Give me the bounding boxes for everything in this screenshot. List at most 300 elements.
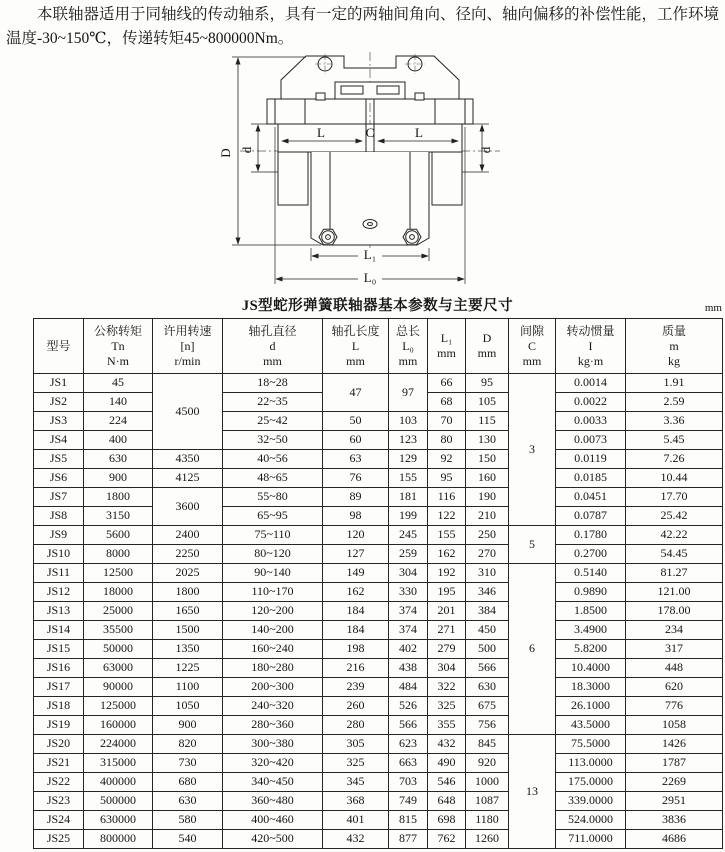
column-header: D mm bbox=[466, 319, 509, 374]
cell: 711.0000 bbox=[556, 830, 626, 849]
cell: 3600 bbox=[153, 488, 223, 526]
cell: 1500 bbox=[153, 621, 223, 640]
cell: 47 bbox=[323, 374, 389, 412]
cell: 2250 bbox=[153, 545, 223, 564]
column-header: 质量 m kg bbox=[626, 319, 723, 374]
cell: 7.26 bbox=[626, 450, 723, 469]
cell: 339.0000 bbox=[556, 792, 626, 811]
cell: 184 bbox=[323, 602, 389, 621]
cell: 18.3000 bbox=[556, 678, 626, 697]
dim-label-d-right: d bbox=[478, 146, 493, 154]
cell: 400000 bbox=[84, 773, 153, 792]
cell: JS12 bbox=[34, 583, 84, 602]
cell: 155 bbox=[428, 526, 466, 545]
cell: 260 bbox=[323, 697, 389, 716]
cell: 345 bbox=[323, 773, 389, 792]
cell: 2951 bbox=[626, 792, 723, 811]
cell: 500000 bbox=[84, 792, 153, 811]
cell: 450 bbox=[466, 621, 509, 640]
cell: 250 bbox=[466, 526, 509, 545]
cell: 1000 bbox=[466, 773, 509, 792]
table-row bbox=[34, 412, 723, 431]
cell: 22~35 bbox=[223, 393, 323, 412]
cell: 149 bbox=[323, 564, 389, 583]
cell: 224 bbox=[84, 412, 153, 431]
cell: 1050 bbox=[153, 697, 223, 716]
table-row bbox=[34, 678, 723, 697]
cell: 63000 bbox=[84, 659, 153, 678]
cell: 0.9890 bbox=[556, 583, 626, 602]
cell: 140 bbox=[84, 393, 153, 412]
table-row bbox=[34, 450, 723, 469]
cell: 400~460 bbox=[223, 811, 323, 830]
cell: 310 bbox=[466, 564, 509, 583]
cell: 0.0119 bbox=[556, 450, 626, 469]
cell: 280~360 bbox=[223, 716, 323, 735]
cell: JS4 bbox=[34, 431, 84, 450]
cell: 12500 bbox=[84, 564, 153, 583]
cell: 155 bbox=[389, 469, 428, 488]
table-row bbox=[34, 374, 723, 393]
cell: 10.4000 bbox=[556, 659, 626, 678]
cell: 5 bbox=[509, 526, 556, 564]
cell: 1650 bbox=[153, 602, 223, 621]
cell: 150 bbox=[466, 450, 509, 469]
cell: 68 bbox=[428, 393, 466, 412]
cell: 4500 bbox=[153, 374, 223, 450]
cell: JS17 bbox=[34, 678, 84, 697]
table-row bbox=[34, 830, 723, 849]
cell: 5.45 bbox=[626, 431, 723, 450]
dim-label-D: D bbox=[218, 148, 233, 158]
cell: 280 bbox=[323, 716, 389, 735]
cell: 675 bbox=[466, 697, 509, 716]
cell: 3150 bbox=[84, 507, 153, 526]
column-header: 型号 bbox=[34, 319, 84, 374]
dim-label-C: C bbox=[365, 125, 375, 140]
coupling-drawing bbox=[178, 52, 558, 292]
cell: 66 bbox=[428, 374, 466, 393]
cell: JS5 bbox=[34, 450, 84, 469]
column-header: 转动惯量 I kg·m bbox=[556, 319, 626, 374]
cell: 271 bbox=[428, 621, 466, 640]
cell: 1100 bbox=[153, 678, 223, 697]
cell: 76 bbox=[323, 469, 389, 488]
cell: 2269 bbox=[626, 773, 723, 792]
cell: 401 bbox=[323, 811, 389, 830]
cell: 178.00 bbox=[626, 602, 723, 621]
cell: 756 bbox=[466, 716, 509, 735]
cell: 50 bbox=[323, 412, 389, 431]
table-row bbox=[34, 469, 723, 488]
cell: 270 bbox=[466, 545, 509, 564]
cell: 1087 bbox=[466, 792, 509, 811]
cell: 175.0000 bbox=[556, 773, 626, 792]
table-row bbox=[34, 621, 723, 640]
cell: 1260 bbox=[466, 830, 509, 849]
column-header: L₁ mm bbox=[428, 319, 466, 374]
cell: 648 bbox=[428, 792, 466, 811]
cell: 130 bbox=[466, 431, 509, 450]
cell: 184 bbox=[323, 621, 389, 640]
table-row bbox=[34, 507, 723, 526]
table-row bbox=[34, 773, 723, 792]
cell: 98 bbox=[323, 507, 389, 526]
table-row bbox=[34, 792, 723, 811]
cell: 122 bbox=[428, 507, 466, 526]
cell: 325 bbox=[323, 754, 389, 773]
cell: 18000 bbox=[84, 583, 153, 602]
cell: 820 bbox=[153, 735, 223, 754]
dim-label-L-right: L bbox=[415, 125, 423, 140]
cell: 60 bbox=[323, 431, 389, 450]
cell: JS16 bbox=[34, 659, 84, 678]
table-row bbox=[34, 716, 723, 735]
cell: 320~420 bbox=[223, 754, 323, 773]
cell: 1180 bbox=[466, 811, 509, 830]
cell: 113.0000 bbox=[556, 754, 626, 773]
coupling-drawing-svg bbox=[178, 52, 558, 292]
cell: 900 bbox=[84, 469, 153, 488]
cell: 2.59 bbox=[626, 393, 723, 412]
cell: 3.36 bbox=[626, 412, 723, 431]
cell: 630000 bbox=[84, 811, 153, 830]
cell: 0.0022 bbox=[556, 393, 626, 412]
cell: 2025 bbox=[153, 564, 223, 583]
cell: JS8 bbox=[34, 507, 84, 526]
table-header-row bbox=[34, 319, 723, 374]
cell: 120 bbox=[323, 526, 389, 545]
table-row bbox=[34, 488, 723, 507]
cell: JS19 bbox=[34, 716, 84, 735]
cell: 75~110 bbox=[223, 526, 323, 545]
cell: 526 bbox=[389, 697, 428, 716]
cell: JS20 bbox=[34, 735, 84, 754]
table-row bbox=[34, 545, 723, 564]
table-row bbox=[34, 754, 723, 773]
cell: 845 bbox=[466, 735, 509, 754]
cell: 580 bbox=[153, 811, 223, 830]
column-header: 轴孔长度 L mm bbox=[323, 319, 389, 374]
cell: 815 bbox=[389, 811, 428, 830]
cell: 63 bbox=[323, 450, 389, 469]
cell: JS18 bbox=[34, 697, 84, 716]
cell: 0.1780 bbox=[556, 526, 626, 545]
table-title-row bbox=[33, 294, 722, 318]
cell: 630 bbox=[466, 678, 509, 697]
cell: JS10 bbox=[34, 545, 84, 564]
cell: 776 bbox=[626, 697, 723, 716]
cell: 180~280 bbox=[223, 659, 323, 678]
cell: 368 bbox=[323, 792, 389, 811]
cell: 1058 bbox=[626, 716, 723, 735]
table-row bbox=[34, 431, 723, 450]
cell: 305 bbox=[323, 735, 389, 754]
table-row bbox=[34, 811, 723, 830]
cell: 680 bbox=[153, 773, 223, 792]
cell: 304 bbox=[389, 564, 428, 583]
cell: 43.5000 bbox=[556, 716, 626, 735]
cell: 2400 bbox=[153, 526, 223, 545]
dim-label-d-left: d bbox=[239, 146, 254, 154]
table-row bbox=[34, 640, 723, 659]
cell: 500 bbox=[466, 640, 509, 659]
cell: 199 bbox=[389, 507, 428, 526]
table-row bbox=[34, 735, 723, 754]
cell: 200~300 bbox=[223, 678, 323, 697]
cell: 6 bbox=[509, 564, 556, 735]
cell: 89 bbox=[323, 488, 389, 507]
cell: 55~80 bbox=[223, 488, 323, 507]
cell: 216 bbox=[323, 659, 389, 678]
cell: 160~240 bbox=[223, 640, 323, 659]
cell: JS23 bbox=[34, 792, 84, 811]
cell: 8000 bbox=[84, 545, 153, 564]
column-header: 公称转矩 Tn N·m bbox=[84, 319, 153, 374]
cell: 623 bbox=[389, 735, 428, 754]
cell: 432 bbox=[428, 735, 466, 754]
cell: JS13 bbox=[34, 602, 84, 621]
cell: 5.8200 bbox=[556, 640, 626, 659]
table-unit: mm bbox=[704, 302, 722, 314]
fastener bbox=[415, 93, 424, 100]
cell: 92 bbox=[428, 450, 466, 469]
cell: 800000 bbox=[84, 830, 153, 849]
cell: 190 bbox=[466, 488, 509, 507]
cell: 25000 bbox=[84, 602, 153, 621]
cell: 80 bbox=[428, 431, 466, 450]
cell: JS14 bbox=[34, 621, 84, 640]
cell: 448 bbox=[626, 659, 723, 678]
cell: 360~480 bbox=[223, 792, 323, 811]
intro-paragraph: 本联轴器适用于同轴线的传动轴系，具有一定的两轴间角向、径向、轴向偏移的补偿性能，工作环境温度-30~150℃，传递转矩45~800000Nm。 bbox=[6, 6, 720, 48]
cell: 900 bbox=[153, 716, 223, 735]
cell: 1350 bbox=[153, 640, 223, 659]
cell: 4125 bbox=[153, 469, 223, 488]
cell: JS25 bbox=[34, 830, 84, 849]
cell: 80~120 bbox=[223, 545, 323, 564]
cell: 762 bbox=[428, 830, 466, 849]
cell: 0.5140 bbox=[556, 564, 626, 583]
table-row bbox=[34, 602, 723, 621]
hub-right bbox=[432, 152, 462, 205]
cell: 0.0033 bbox=[556, 412, 626, 431]
cell: 0.0787 bbox=[556, 507, 626, 526]
flange-cap-left bbox=[267, 99, 275, 124]
cell: 566 bbox=[466, 659, 509, 678]
cell: 45 bbox=[84, 374, 153, 393]
dim-label-L-left: L bbox=[317, 125, 325, 140]
cell: 26.1000 bbox=[556, 697, 626, 716]
cell: 123 bbox=[389, 431, 428, 450]
cell: 330 bbox=[389, 583, 428, 602]
cell: JS6 bbox=[34, 469, 84, 488]
cell: 384 bbox=[466, 602, 509, 621]
table-row bbox=[34, 564, 723, 583]
cell: 81.27 bbox=[626, 564, 723, 583]
cell: 13 bbox=[509, 735, 556, 849]
cell: 10.44 bbox=[626, 469, 723, 488]
fastener bbox=[316, 93, 325, 100]
cell: JS22 bbox=[34, 773, 84, 792]
cell: 0.0185 bbox=[556, 469, 626, 488]
cell: 730 bbox=[153, 754, 223, 773]
cell: 125000 bbox=[84, 697, 153, 716]
cell: 400 bbox=[84, 431, 153, 450]
cell: 162 bbox=[323, 583, 389, 602]
cell: 201 bbox=[428, 602, 466, 621]
cell: 90~140 bbox=[223, 564, 323, 583]
table-header bbox=[34, 319, 723, 374]
cell: JS9 bbox=[34, 526, 84, 545]
cell: 524.0000 bbox=[556, 811, 626, 830]
cell: 90000 bbox=[84, 678, 153, 697]
cell: 105 bbox=[466, 393, 509, 412]
column-header: 间隙 C mm bbox=[509, 319, 556, 374]
cell: JS21 bbox=[34, 754, 84, 773]
cell: 127 bbox=[323, 545, 389, 564]
cell: 315000 bbox=[84, 754, 153, 773]
cell: 40~56 bbox=[223, 450, 323, 469]
cell: 5600 bbox=[84, 526, 153, 545]
cell: 35500 bbox=[84, 621, 153, 640]
cell: JS3 bbox=[34, 412, 84, 431]
cell: 749 bbox=[389, 792, 428, 811]
cell: 25~42 bbox=[223, 412, 323, 431]
table-row bbox=[34, 697, 723, 716]
cell: 1.8500 bbox=[556, 602, 626, 621]
cell: 32~50 bbox=[223, 431, 323, 450]
dim-label-L1: L₁ bbox=[363, 247, 377, 262]
cell: 438 bbox=[389, 659, 428, 678]
cell: 4350 bbox=[153, 450, 223, 469]
cell: 703 bbox=[389, 773, 428, 792]
cell: 304 bbox=[428, 659, 466, 678]
cell: 3 bbox=[509, 374, 556, 526]
cell: 129 bbox=[389, 450, 428, 469]
cell: 540 bbox=[153, 830, 223, 849]
cell: 162 bbox=[428, 545, 466, 564]
cell: JS1 bbox=[34, 374, 84, 393]
cell: 1225 bbox=[153, 659, 223, 678]
cell: 0.2700 bbox=[556, 545, 626, 564]
cell: JS7 bbox=[34, 488, 84, 507]
cell: 17.70 bbox=[626, 488, 723, 507]
cell: JS11 bbox=[34, 564, 84, 583]
cell: 1787 bbox=[626, 754, 723, 773]
cell: 121.00 bbox=[626, 583, 723, 602]
cover-seam bbox=[335, 82, 405, 99]
cell: 25.42 bbox=[626, 507, 723, 526]
cell: 546 bbox=[428, 773, 466, 792]
cell: 198 bbox=[323, 640, 389, 659]
cell: 920 bbox=[466, 754, 509, 773]
cell: JS15 bbox=[34, 640, 84, 659]
cell: 50000 bbox=[84, 640, 153, 659]
cell: 110~170 bbox=[223, 583, 323, 602]
cell: 325 bbox=[428, 697, 466, 716]
cell: 698 bbox=[428, 811, 466, 830]
cell: 234 bbox=[626, 621, 723, 640]
cell: 0.0073 bbox=[556, 431, 626, 450]
cell: 484 bbox=[389, 678, 428, 697]
cell: 120~200 bbox=[223, 602, 323, 621]
cell: 160 bbox=[466, 469, 509, 488]
cell: 70 bbox=[428, 412, 466, 431]
cell: 245 bbox=[389, 526, 428, 545]
column-header: 轴孔直径 d mm bbox=[223, 319, 323, 374]
cell: 1.91 bbox=[626, 374, 723, 393]
dim-label-L0: L₀ bbox=[363, 270, 377, 285]
cell: 103 bbox=[389, 412, 428, 431]
cell: 630 bbox=[84, 450, 153, 469]
cell: 65~95 bbox=[223, 507, 323, 526]
cell: 3.4900 bbox=[556, 621, 626, 640]
column-header: 总长 L₀ mm bbox=[389, 319, 428, 374]
cell: 0.0451 bbox=[556, 488, 626, 507]
cell: 224000 bbox=[84, 735, 153, 754]
cell: 240~320 bbox=[223, 697, 323, 716]
cell: 663 bbox=[389, 754, 428, 773]
cell: 140~200 bbox=[223, 621, 323, 640]
cell: 1800 bbox=[153, 583, 223, 602]
cell: 54.45 bbox=[626, 545, 723, 564]
cell: 566 bbox=[389, 716, 428, 735]
cell: 95 bbox=[466, 374, 509, 393]
cell: 48~65 bbox=[223, 469, 323, 488]
table-row bbox=[34, 526, 723, 545]
cell: 0.0014 bbox=[556, 374, 626, 393]
cell: 279 bbox=[428, 640, 466, 659]
cell: 18~28 bbox=[223, 374, 323, 393]
cell: 210 bbox=[466, 507, 509, 526]
cell: 355 bbox=[428, 716, 466, 735]
cell: 300~380 bbox=[223, 735, 323, 754]
cell: 346 bbox=[466, 583, 509, 602]
cell: 317 bbox=[626, 640, 723, 659]
cell: 1426 bbox=[626, 735, 723, 754]
cell: 4686 bbox=[626, 830, 723, 849]
cell: 420~500 bbox=[223, 830, 323, 849]
cell: 374 bbox=[389, 621, 428, 640]
cell: 97 bbox=[389, 374, 428, 412]
cell: 116 bbox=[428, 488, 466, 507]
table-title: JS型蛇形弹簧联轴器基本参数与主要尺寸 bbox=[241, 298, 514, 314]
cell: 877 bbox=[389, 830, 428, 849]
hub-left bbox=[278, 152, 308, 205]
cell: 259 bbox=[389, 545, 428, 564]
cell: 1800 bbox=[84, 488, 153, 507]
cell: 432 bbox=[323, 830, 389, 849]
column-header: 许用转速 [n] r/min bbox=[153, 319, 223, 374]
cell: 239 bbox=[323, 678, 389, 697]
flange-cap-right bbox=[465, 99, 473, 124]
cell: 192 bbox=[428, 564, 466, 583]
cell: JS2 bbox=[34, 393, 84, 412]
cell: 195 bbox=[428, 583, 466, 602]
cell: 181 bbox=[389, 488, 428, 507]
cell: 620 bbox=[626, 678, 723, 697]
cell: 322 bbox=[428, 678, 466, 697]
cell: 490 bbox=[428, 754, 466, 773]
cell: 3836 bbox=[626, 811, 723, 830]
cell: JS24 bbox=[34, 811, 84, 830]
cell: 42.22 bbox=[626, 526, 723, 545]
cell: 402 bbox=[389, 640, 428, 659]
cell: 340~450 bbox=[223, 773, 323, 792]
cell: 95 bbox=[428, 469, 466, 488]
cell: 374 bbox=[389, 602, 428, 621]
